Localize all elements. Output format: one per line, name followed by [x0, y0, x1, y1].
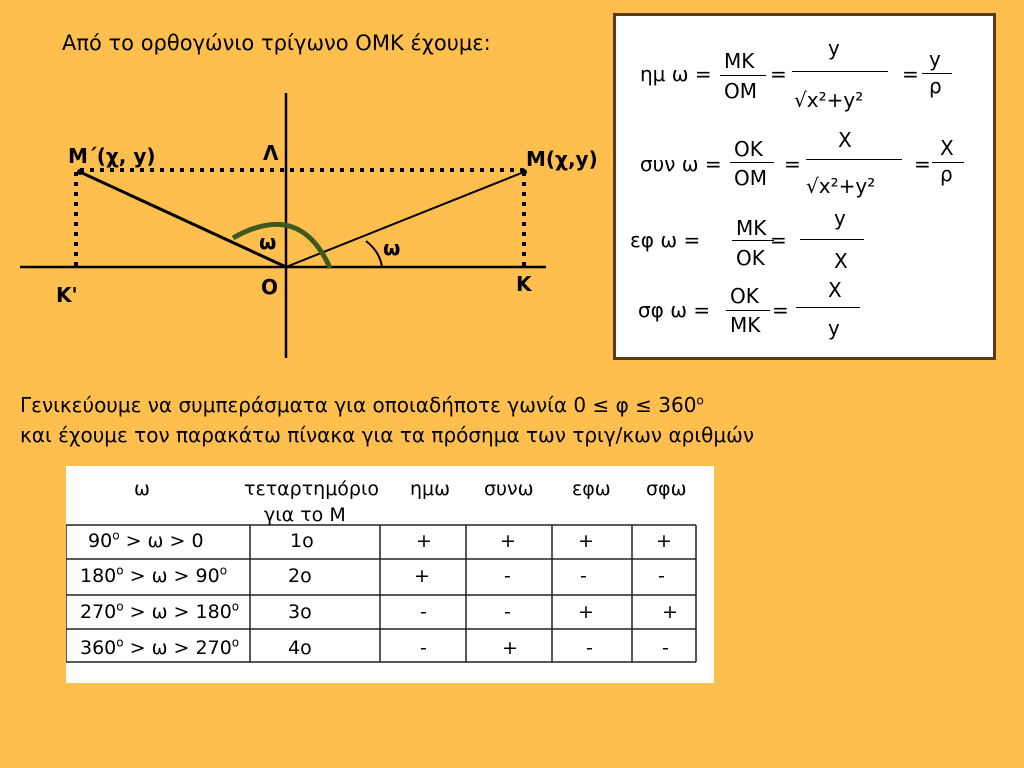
row4-cot: -: [662, 637, 669, 659]
sin-frac2-num: y: [828, 36, 840, 60]
header-quadrant: τεταρτημόριο: [244, 478, 380, 500]
cos-eq1: =: [784, 152, 801, 176]
cos-label: συν ω =: [640, 152, 722, 176]
tan-frac2-num: y: [834, 206, 846, 230]
row3-tan: +: [578, 601, 594, 623]
row3-angle: $270^o > \omega > 180^o$: [80, 599, 240, 623]
cot-frac2-den: y: [828, 316, 840, 340]
generalization-line-1: Γενικεύουμε να συμπεράσματα για οποιαδήποτε γωνία $0 \le \varphi \le 360^o$: [20, 393, 704, 417]
row1-angle: $90^o > \omega > 0$: [88, 528, 204, 552]
row1-sin: +: [416, 530, 432, 552]
label-k-prime: Κ': [56, 283, 78, 307]
label-lambda: Λ: [263, 141, 279, 165]
label-m: Μ(χ,y): [526, 147, 598, 171]
cot-eq1: =: [772, 298, 789, 322]
row1-quadrant: 1ο: [290, 530, 314, 552]
row2-sin: +: [414, 565, 430, 587]
row4-sin: -: [420, 637, 427, 659]
cot-label: σφ ω =: [638, 298, 711, 322]
label-k: Κ: [516, 272, 532, 296]
label-angle-outer: ω: [259, 230, 277, 254]
sin-frac1-den: ΟΜ: [724, 79, 757, 103]
row3-cos: -: [504, 601, 511, 623]
row3-quadrant: 3ο: [288, 601, 312, 623]
tan-frac1-den: ΟΚ: [736, 246, 765, 270]
row1-cos: +: [500, 530, 516, 552]
cos-eq2: =: [914, 152, 931, 176]
sin-frac1-num: ΜΚ: [724, 49, 755, 73]
cot-frac2-num: Χ: [828, 278, 842, 302]
header-tan: εφω: [572, 478, 611, 500]
tan-frac1-num: ΜΚ: [736, 216, 767, 240]
row3-sin: -: [420, 601, 427, 623]
inner-angle-arc: [366, 241, 382, 267]
cos-frac3-den: ρ: [940, 162, 953, 186]
cot-frac1-bar: [726, 310, 770, 311]
row3-cot: +: [662, 601, 678, 623]
cos-frac3-num: Χ: [940, 136, 954, 160]
cos-frac1-den: ΟΜ: [734, 166, 767, 190]
tan-frac2-den: Χ: [834, 249, 848, 273]
unit-circle-diagram: [0, 0, 610, 370]
segment-om-prime: [80, 172, 286, 267]
formula-box: [613, 13, 996, 360]
row1-tan: +: [578, 530, 594, 552]
label-m-prime: Μ΄(χ, y): [68, 144, 156, 168]
tan-frac1-bar: [732, 240, 774, 241]
label-angle-inner: ω: [383, 236, 401, 260]
label-o: Ο: [261, 275, 279, 299]
row2-cot: -: [658, 565, 665, 587]
cos-frac2-den: √x²+y²: [806, 174, 876, 198]
sin-eq2: =: [902, 62, 919, 86]
sin-frac1-bar: [720, 75, 766, 76]
row4-quadrant: 4ο: [288, 637, 312, 659]
tan-label: εφ ω =: [630, 228, 701, 252]
header-angle: ω: [134, 478, 150, 500]
sin-label: ημ ω =: [640, 62, 712, 86]
row2-angle: $180^o > \omega > 90^o$: [80, 563, 228, 587]
cot-frac2-bar: [796, 307, 860, 308]
cot-frac1-den: ΜΚ: [730, 313, 761, 337]
cos-frac2-bar: [806, 159, 902, 160]
outer-angle-arc: [233, 224, 330, 268]
cos-frac1-num: ΟΚ: [734, 137, 763, 161]
slide-title: Από το ορθογώνιο τρίγωνο ΟΜΚ έχουμε:: [62, 31, 491, 55]
tan-eq1: =: [770, 228, 787, 252]
row4-cos: +: [502, 637, 518, 659]
tan-frac2-bar: [800, 239, 864, 240]
generalization-line-2: και έχουμε τον παρακάτω πίνακα για τα πρόσημα των τριγ/κων αριθμών: [20, 423, 754, 447]
header-cot: σφω: [646, 478, 687, 500]
header-sin: ημω: [410, 478, 451, 500]
cos-frac1-bar: [730, 162, 774, 163]
row1-cot: +: [656, 530, 672, 552]
header-quadrant-sub: για το Μ: [264, 504, 346, 526]
sin-eq1: =: [770, 62, 787, 86]
sign-table: [66, 466, 714, 683]
cos-frac2-num: Χ: [838, 128, 852, 152]
sin-frac2-bar: [792, 71, 888, 72]
header-cos: συνω: [484, 478, 534, 500]
sin-frac3-num: y: [929, 47, 941, 71]
row2-cos: -: [504, 565, 511, 587]
point-m-prime-dot: [77, 169, 83, 175]
row2-tan: -: [580, 565, 587, 587]
sin-frac2-den: √x²+y²: [794, 88, 864, 112]
row4-angle: $360^o > \omega > 270^o$: [80, 635, 240, 659]
row4-tan: -: [586, 637, 593, 659]
row2-quadrant: 2ο: [288, 565, 312, 587]
cot-frac1-num: ΟΚ: [730, 284, 759, 308]
sin-frac3-den: ρ: [929, 74, 942, 98]
